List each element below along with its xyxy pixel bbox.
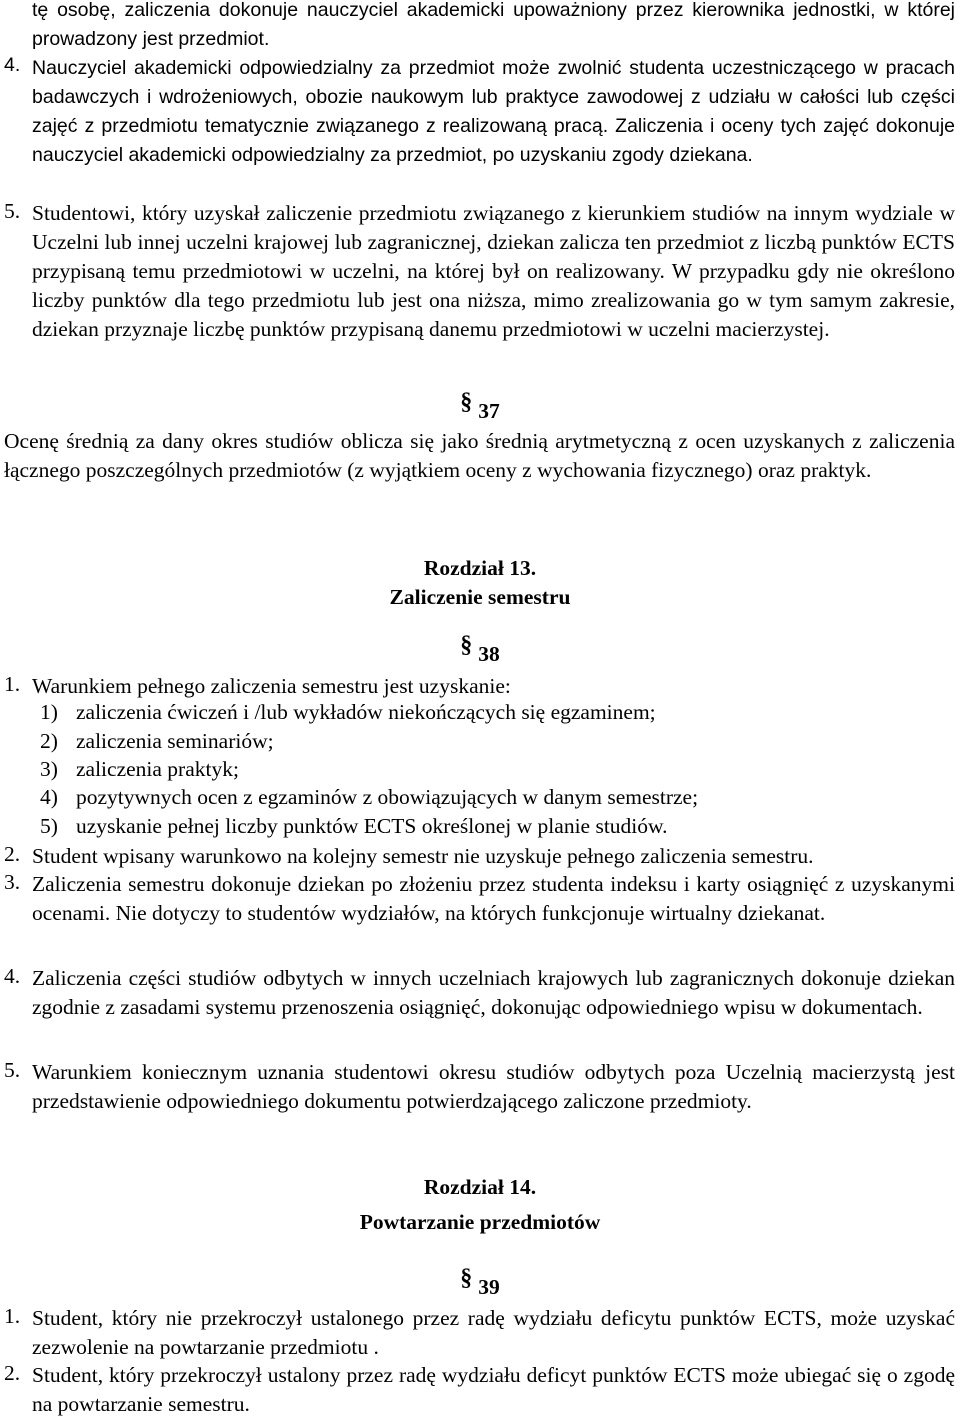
section-sign: §: [460, 632, 473, 658]
section-39-heading: [0, 1265, 960, 1301]
item-text: Studentowi, który uzyskał zaliczenie przedmiotu związanego z kierunkiem studiów na innym wydziale w Uczelni lub innej uczelni krajowej lub zagranicznej, dziekan zalicza ten przedmiot z liczbą punktów ECTS przypisaną temu przedmiotowi w uczelni, na której był on realizowany. W przypadku gdy nie określono liczby punktów dla tego przedmiotu lub jest ona niższa, mimo zrealizowania go w tym samym zakresie, dziekan przyznaje liczbę punktów przypisaną danemu przedmiotowi w uczelni macierzystej.: [32, 201, 955, 341]
item-text: Nauczyciel akademicki odpowiedzialny za przedmiot może zwolnić studenta uczestniczącego w pracach badawczych i wdrożeniowych, obozie naukowym lub praktyce zawodowej z udziału w całości lub części zajęć z przedmiotu tematycznie związanego z realizowaną pracą. Zaliczenia i oceny tych zajęć dokonuje nauczyciel akademicki odpowiedzialny za przedmiot, po uzyskaniu zgody dziekana.: [32, 57, 955, 166]
item-number: 1.: [4, 672, 21, 696]
section-38-heading: [0, 632, 960, 668]
item-number: 4.: [4, 54, 21, 76]
section-number: 37: [478, 399, 500, 423]
item-number: 5.: [4, 1058, 21, 1082]
chapter-title: Zaliczenie semestru: [389, 585, 571, 609]
document-page: tę osobę, zaliczenia dokonuje nauczyciel akademicki upoważniony przez kierownika jednostki, w której prowadzony jest przedmiot. 4. Nauczyciel akademicki odpowiedzialny za przedmiot może zwolnić studenta uczestniczącego w pracach badawczych i wdrożeniowych, obozie naukowym lub praktyce zawodowej z udziału w całości lub części zajęć z przedmiotu tematycznie związanego z realizowaną pracą. Zaliczenia i oceny tych zajęć dokonuje nauczyciel akademicki odpowiedzialny za przedmiot, po uzyskaniu zgody dziekana. 5. Studentowi, który uzyskał zaliczenie przedmiotu związanego z kierunkiem studiów na innym wydziale w Uczelni lub innej uczelni krajowej lub zagranicznej, dziekan zalicza ten przedmiot z liczbą punktów ECTS przypisaną temu przedmiotowi w uczelni, na której był on realizowany. W przypadku gdy nie określono liczby punktów dla tego przedmiotu lub jest ona niższa, mimo zrealizowania go w tym samym zakresie, dziekan przyznaje liczbę punktów przypisaną danemu przedmiotowi w uczelni macierzystej. § 37 Ocenę średnią za dany okres studiów oblicza się jako średnią arytmetyczną z ocen uzyskanych z zaliczenia łącznego poszczególnych przedmiotów (z wyjątkiem oceny z wychowania fizycznego) oraz praktyk. Rozdział 13. Zaliczenie semestru § 38 1. Warunkiem pełnego zaliczenia semestru jest uzyskanie: 1) zaliczenia ćwiczeń i /lub wykładów niekończących się egzaminem; 2) zaliczenia seminariów; 3) zaliczenia praktyk; 4) pozytywnych ocen z egzaminów z obowiązujących w danym semestrze; 5) uzyskanie pełnej liczby punktów ECTS określonej w planie studiów. 2. Student wpisany warunkowo na kolejny semestr nie uzyskuje pełnego zaliczenia semestru. 3. Zaliczenia semestru dokonuje dziekan po złożeniu przez studenta indeksu i karty osiągnięć z uzyskanymi ocenami. Nie dotyczy to studentów wydziałów, na których funkcjonuje wirtualny dziekanat. 4. Zaliczenia części studiów odbytych w innych uczelniach krajowych lub zagranicznych dokonuje dziekan zgodnie z zasadami systemu przenoszenia osiągnięć, dokonując odpowiedniego wpisu w dokumentach. 5. Warunkiem koniecznym uznania studentowi okresu studiów odbytych poza Uczelnią macierzystą jest przedstawienie odpowiedniego dokumentu potwierdzającego zaliczone przedmioty. Rozdział 14. Powtarzanie przedmiotów § 39 1. Student, który nie przekroczył ustalonego przez radę wydziału deficytu punktów ECTS, może uzyskać zezwolenie na powtarzanie przedmiotu . 2. Student, który przekroczył ustalony przez radę wydziału deficyt punktów ECTS może ubiegać się o zgodę na powtarzanie semestru.: [0, 0, 960, 1418]
section-number: 39: [478, 1275, 500, 1299]
item-text: Zaliczenia części studiów odbytych w innych uczelniach krajowych lub zagranicznych dokonuje dziekan zgodnie z zasadami systemu przenoszenia osiągnięć, dokonując odpowiedniego wpisu w dokumentach.: [32, 966, 955, 1019]
section-number: 38: [478, 642, 500, 666]
section-sign: §: [460, 389, 473, 415]
chapter-label: Rozdział 13.: [423, 556, 537, 580]
item-text: Zaliczenia semestru dokonuje dziekan po złożeniu przez studenta indeksu i karty osiągnięć z uzyskanymi ocenami. Nie dotyczy to studentów wydziałów, na których funkcjonuje wirtualny dziekanat.: [32, 872, 955, 925]
item-number: 5.: [4, 199, 21, 223]
section-sign: §: [460, 1265, 473, 1291]
item-text: Warunkiem pełnego zaliczenia semestru jest uzyskanie:: [32, 674, 511, 698]
item-number: 1.: [4, 1304, 21, 1328]
item-number: 2.: [4, 842, 21, 866]
item-text: Warunkiem koniecznym uznania studentowi okresu studiów odbytych poza Uczelnią macierzystą jest przedstawienie odpowiedniego dokumentu potwierdzającego zaliczone przedmioty.: [32, 1060, 955, 1113]
item-text: Student, który nie przekroczył ustalonego przez radę wydziału deficytu punktów ECTS, może uzyskać zezwolenie na powtarzanie przedmiotu .: [32, 1306, 955, 1359]
item-text: Student wpisany warunkowo na kolejny semestr nie uzyskuje pełnego zaliczenia semestru.: [32, 844, 814, 868]
item-text: Student, który przekroczył ustalony przez radę wydziału deficyt punktów ECTS może ubiegać się o zgodę na powtarzanie semestru.: [32, 1363, 955, 1416]
section-37-heading: [0, 389, 960, 425]
item-number: 4.: [4, 964, 21, 988]
item-number: 2.: [4, 1361, 21, 1385]
chapter-title: Powtarzanie przedmiotów: [359, 1210, 601, 1234]
item-number: 3.: [4, 870, 21, 894]
chapter-label: Rozdział 14.: [423, 1175, 537, 1199]
